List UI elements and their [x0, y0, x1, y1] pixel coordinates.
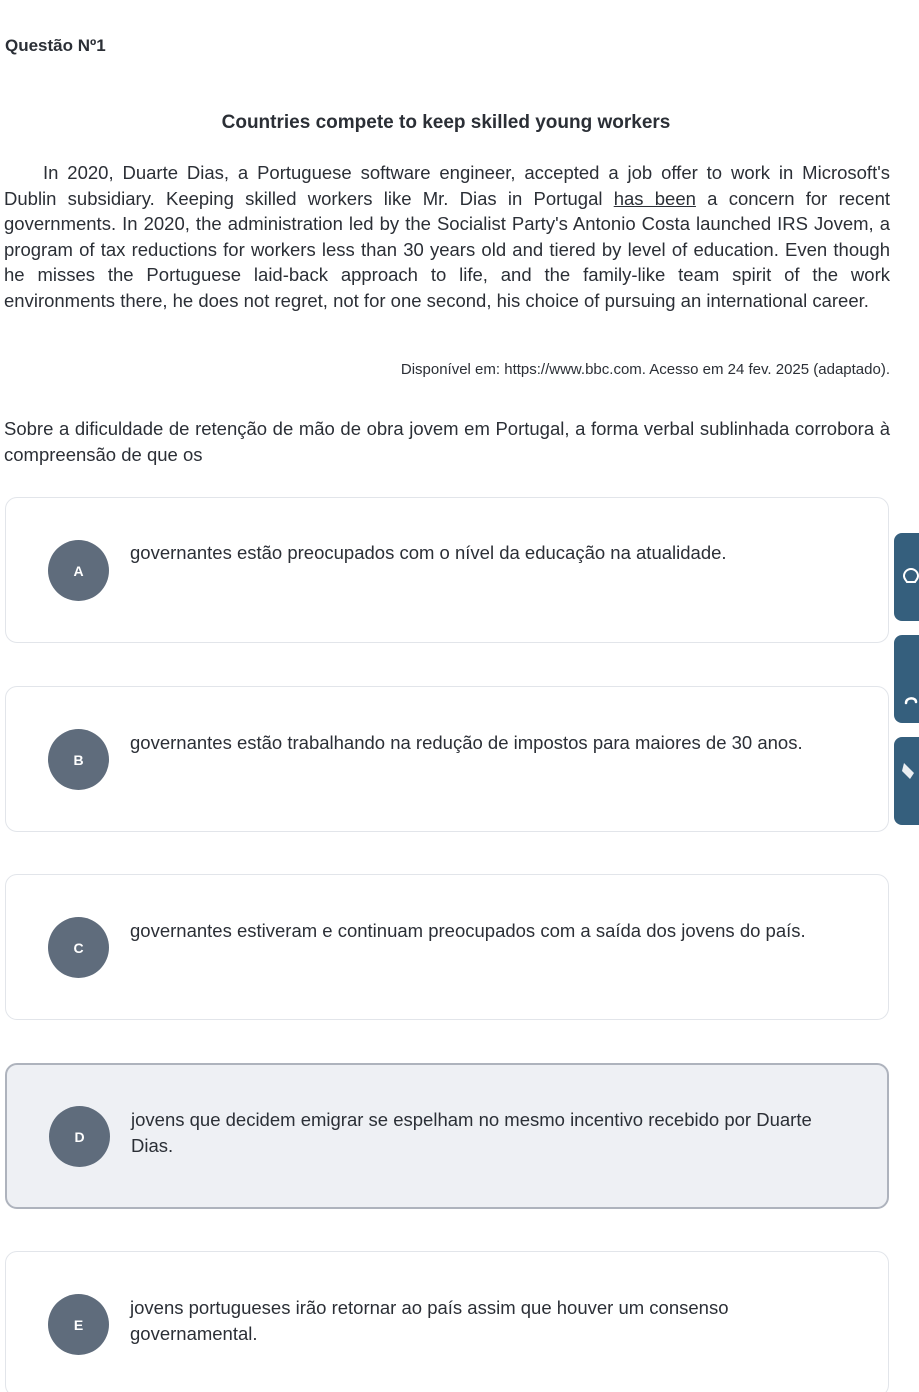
eraser-button[interactable]	[894, 737, 919, 825]
passage-source: Disponível em: https://www.bbc.com. Acesso em 24 fev. 2025 (adaptado).	[400, 361, 890, 378]
option-d-text: jovens que decidem emigrar se espelham no mesmo incentivo recebido por Duarte Dias.	[131, 1109, 812, 1156]
question-prompt: Sobre a dificuldade de retenção de mão de obra jovem em Portugal, a forma verbal sublinhada corrobora à compreensão de que os	[4, 418, 890, 465]
option-a-badge: A	[48, 540, 109, 601]
help-button[interactable]	[894, 635, 919, 723]
option-d[interactable]	[5, 1063, 889, 1209]
option-e[interactable]	[5, 1251, 889, 1392]
option-e-text: jovens portugueses irão retornar ao país assim que houver um consenso governamental.	[130, 1297, 729, 1344]
option-c-text: governantes estiveram e continuam preocupados com a saída dos jovens do país.	[130, 920, 806, 941]
underlined-verb: has been	[613, 187, 696, 209]
passage-title: Countries compete to keep skilled young workers	[221, 112, 671, 133]
passage-part-1: In 2020, Duarte Dias, a Portuguese software engineer, accepted a job offer to work in Microsoft's Dublin subsidiary. Keeping skilled workers like Mr. Dias in Portugal	[4, 162, 890, 209]
option-e-badge: E	[48, 1294, 109, 1355]
passage-text	[4, 160, 890, 314]
option-c[interactable]	[5, 874, 889, 1020]
option-b[interactable]	[5, 686, 889, 832]
option-b-badge: B	[48, 729, 109, 790]
option-d-badge: D	[49, 1106, 110, 1167]
question-icon	[900, 689, 919, 711]
option-c-badge: C	[48, 917, 109, 978]
question-number: Questão Nº1	[5, 36, 106, 55]
hint-button[interactable]	[894, 533, 919, 621]
option-a[interactable]	[5, 497, 889, 643]
option-a-text: governantes estão preocupados com o nível da educação na atualidade.	[130, 542, 727, 563]
eraser-icon	[900, 759, 919, 785]
lightbulb-icon	[900, 566, 919, 588]
option-b-text: governantes estão trabalhando na redução de impostos para maiores de 30 anos.	[130, 732, 803, 753]
passage-part-2: a concern for recent governments. In 2020, the administration led by the Socialist Party's Antonio Costa launched IRS Jovem, a program of tax reductions for workers less than 30 years old and tiered by level of education. Even though he misses the Portuguese laid-back approach to life, and the family-like team spirit of the work environments there, he does not regret, not for one second, his choice of pursuing an international career.	[4, 187, 890, 311]
